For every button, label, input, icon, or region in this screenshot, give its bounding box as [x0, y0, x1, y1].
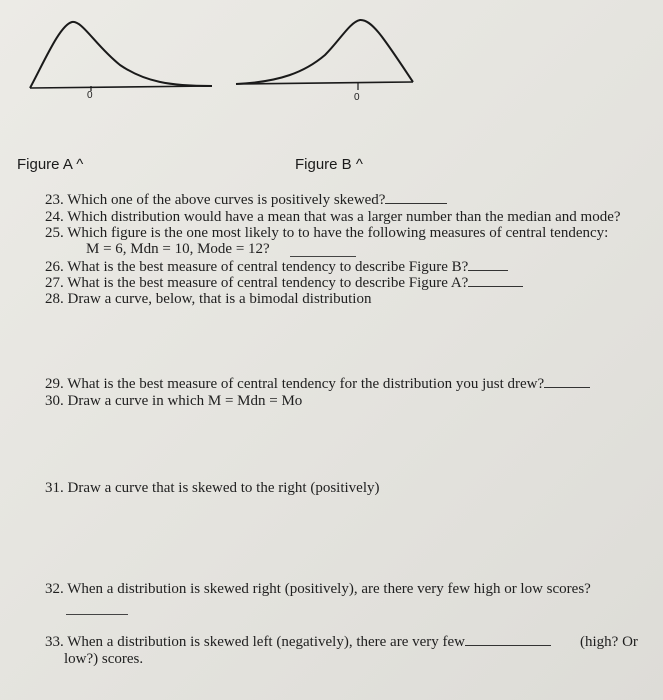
question-23-text: 23. Which one of the above curves is positively skewed?: [45, 192, 386, 208]
question-24-text: 24. Which distribution would have a mean that was a larger number than the median and mode?: [45, 209, 621, 225]
question-31-text: 31. Draw a curve that is skewed to the right (positively): [45, 480, 380, 496]
question-32: [45, 581, 591, 598]
distribution-figures: [0, 0, 663, 110]
question-26: [45, 259, 508, 276]
question-33: [45, 634, 551, 651]
question-32-text: 32. When a distribution is skewed right (positively), are there very few high or low scores?: [45, 581, 591, 597]
question-30-text: 30. Draw a curve in which M = Mdn = Mo: [45, 393, 303, 409]
question-25-values: [86, 241, 270, 258]
answer-blank-29[interactable]: [544, 386, 590, 388]
answer-blank-23[interactable]: [385, 202, 447, 204]
question-24: [45, 209, 621, 226]
question-33-end-text: low?) scores.: [64, 651, 144, 667]
answer-blank-27[interactable]: [468, 285, 523, 287]
answer-blank-32[interactable]: [66, 614, 128, 615]
question-27-text: 27. What is the best measure of central tendency to describe Figure A?: [45, 275, 469, 291]
figure-a-zero-tick: 0: [87, 90, 93, 101]
question-30: [45, 393, 302, 410]
figure-a-curve: [30, 22, 212, 91]
question-28-text: 28. Draw a curve, below, that is a bimodal distribution: [45, 291, 372, 307]
question-25: [45, 225, 608, 242]
answer-blank-25[interactable]: [290, 256, 356, 257]
question-27: [45, 275, 523, 292]
answer-blank-33[interactable]: [465, 644, 551, 646]
question-25-text: 25. Which figure is the one most likely to to have the following measures of central tendency:: [45, 225, 609, 241]
question-26-text: 26. What is the best measure of central tendency to describe Figure B?: [45, 259, 469, 275]
question-25-values-text: M = 6, Mdn = 10, Mode = 12?: [86, 241, 270, 257]
figure-b-label: Figure B ^: [295, 156, 363, 173]
question-33-end: [64, 651, 143, 668]
figure-b-zero-tick: 0: [354, 92, 360, 103]
question-33-options-text: (high? Or: [580, 634, 638, 650]
question-31: [45, 480, 380, 497]
question-29-text: 29. What is the best measure of central tendency for the distribution you just drew?: [45, 376, 545, 392]
question-29: [45, 376, 590, 393]
figure-a-label: Figure A ^: [17, 156, 84, 173]
answer-blank-26[interactable]: [468, 269, 508, 271]
question-28: [45, 291, 371, 308]
question-33-options: [580, 634, 638, 651]
figure-b-curve: [236, 20, 413, 90]
question-33-text: 33. When a distribution is skewed left (negatively), there are very few: [45, 634, 465, 650]
question-23: [45, 192, 447, 209]
